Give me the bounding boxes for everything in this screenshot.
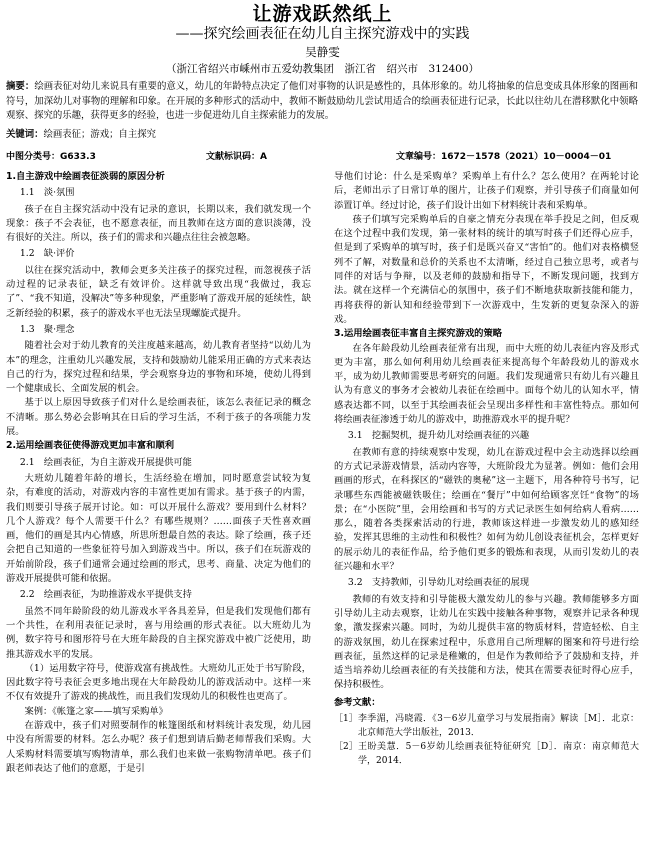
- abstract: [6, 80, 638, 124]
- author-affiliation: （浙江省绍兴市嵊州市五爱幼教集团 浙江省 绍兴市 312400）: [165, 63, 480, 75]
- document-code: 文献标识码：A: [206, 152, 267, 162]
- reference-item: [334, 712, 639, 740]
- keywords: [6, 128, 638, 142]
- author-name: 吴静雯: [305, 45, 340, 59]
- keywords-text: 绘画表征；游戏；自主探究: [43, 129, 157, 140]
- paragraph: 以往在探究活动中，教师会更多关注孩子的探究过程，而忽视孩子活动过程的记录表征，缺乏有效评价。这样就导致出现“我做过，我忘了”、“我不知道，没解决”等多种现象，严重影响了游戏开展的延续性，缺乏新经验的积累，孩子的游戏水平也无法呈现螺旋式提升。: [6, 264, 311, 319]
- abstract-label: 摘要：: [6, 81, 35, 92]
- reference-number: ［1］: [334, 713, 358, 724]
- subsection-heading: 1.3 聚·理念: [19, 323, 75, 335]
- subsection-heading: 2.1 绘画表征，为自主游戏开展提供可能: [19, 456, 192, 468]
- keywords-label: 关键词：: [6, 129, 44, 140]
- right-column: [334, 170, 639, 768]
- paragraph: 大班幼儿随着年龄的增长，生活经验在增加，同时愿意尝试较为复杂，有难度的活动，对游戏内容的丰富性更加有需求。基于孩子的内需，我们则要引导孩子展开讨论。如：可以开展什么游戏？要用到什么材料？几个人游戏？每个人需要干什么？有哪些规则？……面孩子天性喜欢画画，他们的画是其内心情感，所思所想最自然的表达。除了绘画，孩子还会把自己知道的一些象征符号加入到游戏当中。所以，孩子们在玩游戏的开始前阶段，孩子们通常会通过绘画的形式，思考、商量、决定为他们的游戏开展提供可能和依据。: [6, 472, 311, 585]
- subsection-heading: 1.2 缺·评价: [19, 248, 75, 260]
- reference-number: ［2］: [334, 741, 358, 752]
- section-heading: 1.自主游戏中绘画表征淡弱的原因分析: [6, 171, 165, 182]
- abstract-text: 绘画表征对幼儿来说具有重要的意义，幼儿的年龄特点决定了他们对事物的认识是感性的，具体形象的。幼儿将抽象的信息变成具体形象的图画和符号，加深幼儿对事物的理解和印象。在开展的多种形式的活动中，教师不断鼓励幼儿尝试用适合的绘画表征进行记录，长此以往幼儿在潜移默化中领略观察、探究的乐趣，获得更多的经验，也进一步促进幼儿自主探索能力的发展。: [6, 81, 638, 121]
- reference-text: 李季湄，冯晓霞．《3－6岁儿童学习与发展指南》解读［M］．北京：北京师范大学出版社，2013．: [358, 713, 639, 738]
- reference-item: [334, 740, 639, 768]
- paragraph: 在游戏中，孩子们对照要制作的帐篷图纸和材料统计表发现，幼儿园中没有所需要的材料。怎么办呢？孩子们想到请后勤老师帮我们采购。大人采购材料需要填写购物清单，那么我们也来做一张购物清单吧。孩子们跟老师表达了他们的意愿，于是引: [6, 719, 311, 774]
- references-heading: 参考文献：: [334, 696, 381, 708]
- reference-text: 王盼美慧．5－6岁幼儿绘画表征特征研究［D］．南京：南京师范大学，2014．: [358, 741, 639, 766]
- paragraph: 在各年龄段幼儿绘画表征常有出现，而中大班的幼儿表征内容及形式更为丰富，那么如何利用幼儿绘画表征来提高每个年龄段幼儿的游戏水平，成为幼儿教师需要思考研究的问题。我们发现通常只有幼儿有兴趣且认为有意义的事务才会被幼儿表征在绘画中。面每个幼儿的认知水平，情感表达都不同，以至于其绘画表征会呈现出多样性和丰富性特点。那如何将绘画表征渗透于幼儿的游戏中，助推游戏水平的提升呢？: [334, 342, 639, 426]
- left-column: [6, 170, 311, 776]
- clc-number: 中图分类号：G633.3: [6, 152, 96, 162]
- subsection-heading: 3.1 挖掘契机，提升幼儿对绘画表征的兴趣: [347, 430, 530, 442]
- subsection-heading: 1.1 淡·氛围: [19, 187, 75, 199]
- paragraph: 孩子在自主探究活动中没有记录的意识，长期以来，我们就发现一个现象：孩子不会表征，也不愿意表征，而且教师在这方面的意识淡薄，没有很好的关注。所以，孩子们的需求和兴趣点往往会被忽略。: [6, 203, 311, 244]
- section-heading: 2.运用绘画表征使得游戏更加丰富和顺利: [6, 440, 175, 452]
- paragraph: 在教师有意的持续观察中发现，幼儿在游戏过程中会主动选择以绘画的方式记录游戏情景，活动内容等，大班阶段尤为显著。例如：他们会用画画的形式，在科探区的“磁铁的奥秘”这一主题下，用各种符号书写，记录哪些东西能被磁铁吸住；绘画在“餐厅”中如何给顾客烹饪“食物”的场景；在“小医院”里，会用绘画和书写的方式记录医生如何给病人看病……那么，随着各类探索活动的行进，教师该这样进一步激发幼儿的感知经验，发挥其思维的主动性和积极性？如何为幼儿创设表征机会，怎样更好的展示幼儿的表征作品，给予他们更多的锻炼和表现，从而引发幼儿的表征兴趣和水平？: [334, 446, 639, 573]
- section-heading: 3.运用绘画表征丰富自主探究游戏的策略: [334, 328, 503, 340]
- paragraph: 虽然不同年龄阶段的幼儿游戏水平各具差异，但是我们发现他们都有一个共性，在利用表征记录时，喜与用绘画的形式表征。以大班幼儿为例，数字符号和图形符号在大班年龄段的自主探究游戏中被广泛使用，助推其游戏水平的发展。: [6, 605, 311, 660]
- article-number: 文章编号：1672－1578（2021）10－0004－01: [396, 152, 612, 162]
- subsection-heading: 2.2 绘画表征，为助推游戏水平提供支持: [19, 589, 192, 601]
- paragraph: 导他们讨论：什么是采购单？采购单上有什么？怎么使用？在两轮讨论后，老师出示了日常订单的图片，让孩子们观察，并引导孩子们商量如何添置订单。经过讨论，孩子们设计出如下材料统计表和采购单。: [334, 171, 639, 211]
- subsection-heading: 3.2 支持教师，引导幼儿对绘画表征的展现: [347, 577, 530, 589]
- paragraph: 随着社会对于幼儿教育的关注度越来越高，幼儿教育者坚持“以幼儿为本”的理念，注重幼儿兴趣发展，支持和鼓励幼儿能采用正确的方式来表达自己的行为，探究过程和结果，学会观察身边的事物和环境，使幼儿得到一个健康成长、全面发展的机会。: [6, 340, 311, 395]
- article-title: 让游戏跃然纸上: [252, 3, 393, 25]
- case-title: 案例：《帐篷之家——填写采购单》: [24, 705, 168, 717]
- paragraph: 基于以上原因导致孩子们对什么是绘画表征，该怎么表征记录的概念不清晰。那么势必会影响其在日后的学习生活，不利于孩子的各项能力发展。: [6, 397, 311, 438]
- paragraph: （1）运用数字符号，使游戏富有挑战性。大班幼儿正处于书写阶段，因此数字符号表征会更多地出现在大年龄段幼儿的游戏活动中。这样一来不仅有效提升了游戏的挑战性，而且我们发现幼儿的积极性也更高了。: [6, 662, 311, 703]
- article-subtitle: ——探究绘画表征在幼儿自主探究游戏中的实践: [175, 26, 470, 42]
- paragraph: 教师的有效支持和引导能极大激发幼儿的参与兴趣。教师能够多方面引导幼儿主动去观察，让幼儿在实践中接触各种事物，观察并记录各种现象，激发探索兴趣。同时，为幼儿提供丰富的物质材料，营造轻松、自主的游戏氛围，幼儿在探索过程中，乐意用自己所理解的图案和符号进行绘画表征，虽然这样的记录是稚嫩的，但是作为教师给予了鼓励和支持，并适当培养幼儿绘画表征的有关技能和方法，使其在需要表征时得心应手，保持积极性。: [334, 593, 639, 691]
- paragraph: 孩子们填写完采购单后的自豪之情充分表现在举手投足之间，但反观在这个过程中我们发现，第一张材料的统计的填写时孩子们还得心应手，但是到了采购单的填写时，孩子们是既兴奋又“害怕”的。他们对表格横竖列不了解，对数量和总价的关系也不太清晰，经过自己独立思考，或者与同伴的对话与争辩，以及老师的鼓励和指导下，不断发现问题，找到方法。就在这样一个充满信心的氛围中，孩子们不断地获取新技能和能力，再将获得的新认知和经验带到下一次游戏中，生发新的更复杂深入的游戏。: [334, 213, 639, 325]
